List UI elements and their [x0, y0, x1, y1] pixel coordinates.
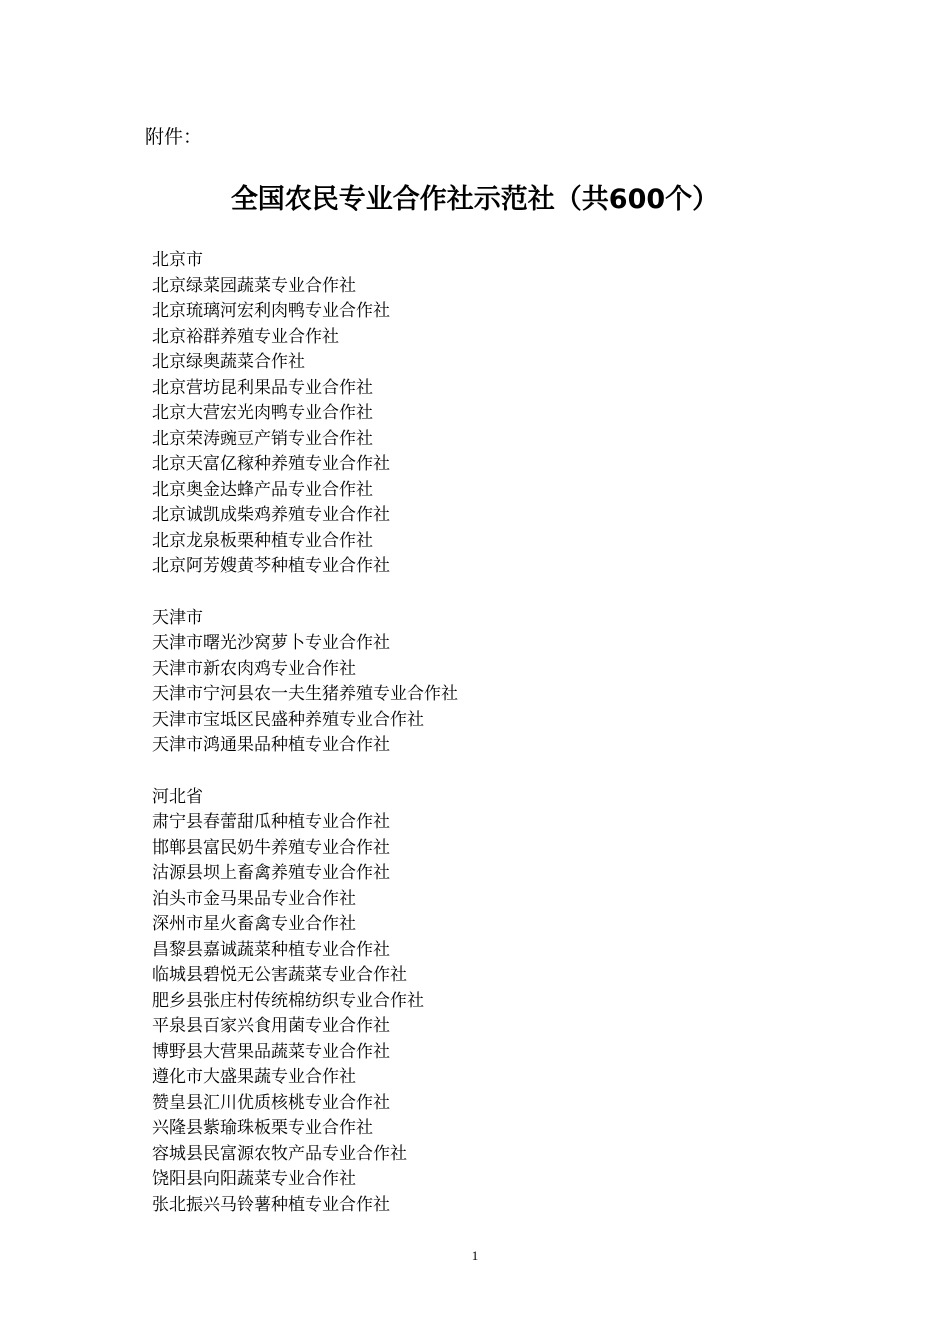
- list-item: 肥乡县张庄村传统棉纺织专业合作社: [152, 990, 424, 1011]
- list-item: 天津市宝坻区民盛种养殖专业合作社: [152, 709, 424, 730]
- list-item: 天津市曙光沙窝萝卜专业合作社: [152, 633, 390, 653]
- section-heading: 河北省: [152, 786, 203, 807]
- cooperative-list: [152, 631, 852, 759]
- list-item: 深州市星火畜禽专业合作社: [152, 914, 356, 934]
- cooperative-list: [152, 810, 852, 1218]
- list-item: 天津市新农肉鸡专业合作社: [152, 658, 356, 679]
- list-item: 北京荣涛豌豆产销专业合作社: [152, 428, 373, 449]
- list-item: 饶阳县向阳蔬菜专业合作社: [152, 1169, 356, 1189]
- cooperative-list: [152, 274, 852, 580]
- document-title: 全国农民专业合作社示范社（共600个）: [230, 184, 720, 215]
- page-number: 1: [471, 1248, 479, 1263]
- list-item: 北京绿奥蔬菜合作社: [152, 352, 305, 372]
- list-item: 张北振兴马铃薯种植专业合作社: [152, 1194, 390, 1215]
- list-item: 北京阿芳嫂黄芩种植专业合作社: [152, 556, 390, 576]
- section-hebei: [152, 785, 852, 1219]
- list-item: 平泉县百家兴食用菌专业合作社: [152, 1016, 390, 1036]
- list-item: 北京营坊昆利果品专业合作社: [152, 377, 373, 398]
- list-item: 北京大营宏光肉鸭专业合作社: [152, 403, 373, 423]
- list-item: 北京诚凯成柴鸡养殖专业合作社: [152, 505, 390, 525]
- list-item: 泊头市金马果品专业合作社: [152, 888, 356, 909]
- list-item: 邯郸县富民奶牛养殖专业合作社: [152, 837, 390, 858]
- list-item: 天津市宁河县农一夫生猪养殖专业合作社: [152, 684, 458, 704]
- cooperative-list-content: [152, 248, 852, 1244]
- list-item: 北京绿菜园蔬菜专业合作社: [152, 275, 356, 296]
- list-item: 北京奥金达蜂产品专业合作社: [152, 479, 373, 500]
- list-item: 北京琉璃河宏利肉鸭专业合作社: [152, 301, 390, 321]
- list-item: 北京天富亿稼种养殖专业合作社: [152, 454, 390, 474]
- list-item: 北京裕群养殖专业合作社: [152, 326, 339, 347]
- list-item: 容城县民富源农牧产品专业合作社: [152, 1143, 407, 1164]
- list-item: 遵化市大盛果蔬专业合作社: [152, 1067, 356, 1087]
- list-item: 博野县大营果品蔬菜专业合作社: [152, 1041, 390, 1062]
- list-item: 沽源县坝上畜禽养殖专业合作社: [152, 863, 390, 883]
- section-tianjin: [152, 606, 852, 759]
- list-item: 兴隆县紫瑜珠板栗专业合作社: [152, 1118, 373, 1138]
- section-heading: 北京市: [152, 250, 203, 270]
- section-beijing: [152, 248, 852, 580]
- list-item: 天津市鸿通果品种植专业合作社: [152, 735, 390, 755]
- attachment-label: 附件：: [145, 126, 203, 148]
- list-item: 昌黎县嘉诚蔬菜种植专业合作社: [152, 939, 390, 960]
- list-item: 肃宁县春蕾甜瓜种植专业合作社: [152, 812, 390, 832]
- list-item: 临城县碧悦无公害蔬菜专业合作社: [152, 965, 407, 985]
- list-item: 赞皇县汇川优质核桃专业合作社: [152, 1092, 390, 1113]
- list-item: 北京龙泉板栗种植专业合作社: [152, 530, 373, 551]
- section-heading: 天津市: [152, 607, 203, 628]
